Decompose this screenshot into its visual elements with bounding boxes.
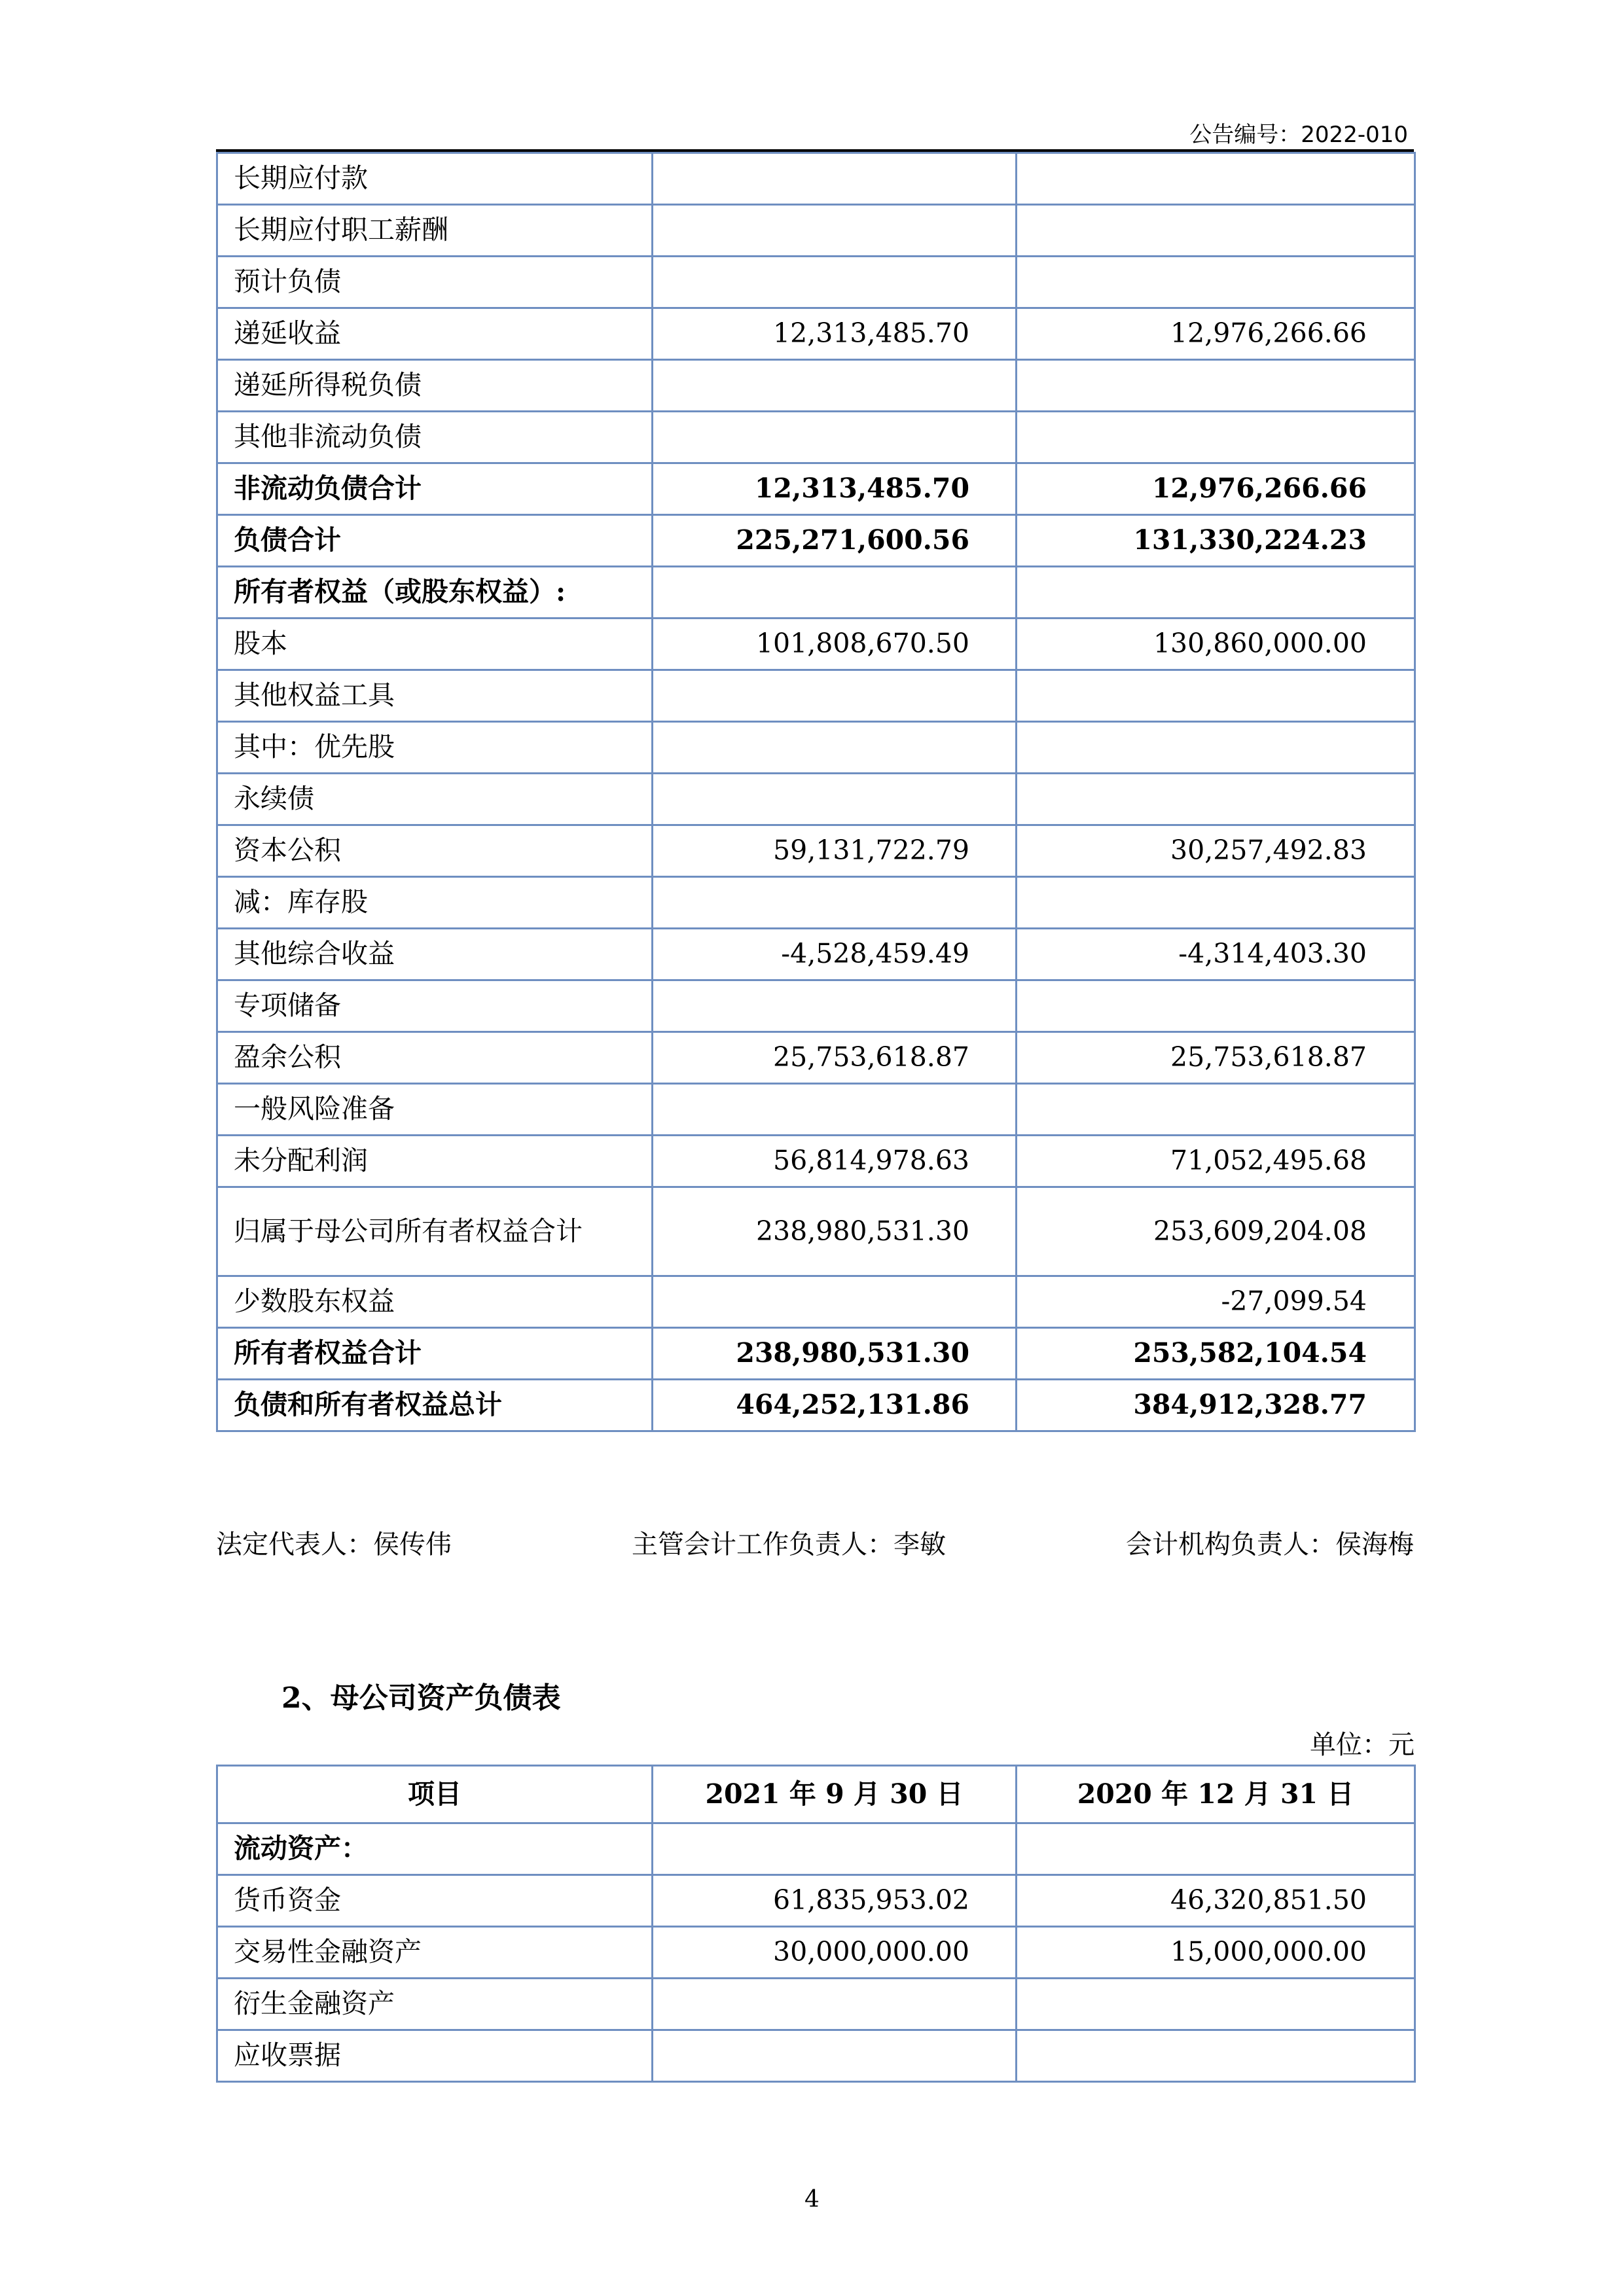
row-value-prior [1017, 722, 1415, 774]
row-value-prior: 130,860,000.00 [1017, 619, 1415, 670]
table-row [217, 1328, 1415, 1380]
row-label: 盈余公积 [217, 1032, 653, 1084]
row-value-current: 101,808,670.50 [653, 619, 1017, 670]
row-value-current [653, 2030, 1017, 2082]
table-row [217, 1823, 1415, 1875]
row-value-current [653, 722, 1017, 774]
unit-note: 单位：元 [1310, 1730, 1415, 1760]
row-label: 其他综合收益 [217, 929, 653, 980]
table-header-row [217, 1766, 1415, 1823]
row-label: 非流动负债合计 [217, 463, 653, 515]
row-label: 股本 [217, 619, 653, 670]
row-label: 递延所得税负债 [217, 360, 653, 412]
row-value-prior [1017, 2030, 1415, 2082]
table-row [217, 153, 1415, 205]
row-value-prior: 25,753,618.87 [1017, 1032, 1415, 1084]
row-value-prior: -27,099.54 [1017, 1276, 1415, 1328]
row-value-prior [1017, 1979, 1415, 2030]
table-row [217, 825, 1415, 877]
row-value-prior: 253,609,204.08 [1017, 1187, 1415, 1276]
row-value-current: 464,252,131.86 [653, 1380, 1017, 1431]
header-date-2: 2020 年 12 月 31 日 [1017, 1766, 1415, 1823]
table-row [217, 257, 1415, 308]
row-value-prior: 30,257,492.83 [1017, 825, 1415, 877]
row-value-current [653, 670, 1017, 722]
row-value-current [653, 1979, 1017, 2030]
parent-balance-sheet-table [216, 1765, 1416, 2083]
consolidated-balance-sheet-table [216, 152, 1416, 1432]
row-value-current [653, 205, 1017, 257]
row-value-prior: 71,052,495.68 [1017, 1136, 1415, 1187]
notice-number: 公告编号：2022-010 [1189, 122, 1408, 148]
row-value-prior [1017, 877, 1415, 929]
table-row [217, 1380, 1415, 1431]
table-row [217, 1136, 1415, 1187]
row-label: 永续债 [217, 774, 653, 825]
row-value-prior [1017, 670, 1415, 722]
row-value-prior: 15,000,000.00 [1017, 1927, 1415, 1979]
row-label: 负债和所有者权益总计 [217, 1380, 653, 1431]
row-value-current: 61,835,953.02 [653, 1875, 1017, 1927]
row-value-prior [1017, 1084, 1415, 1136]
table-row [217, 619, 1415, 670]
table-row [217, 412, 1415, 463]
table-row [217, 722, 1415, 774]
page-number: 4 [804, 2186, 820, 2213]
row-value-prior [1017, 980, 1415, 1032]
header-item: 项目 [217, 1766, 653, 1823]
table-row [217, 463, 1415, 515]
row-label: 其他非流动负债 [217, 412, 653, 463]
row-value-current [653, 1276, 1017, 1328]
row-label: 未分配利润 [217, 1136, 653, 1187]
row-value-current [653, 412, 1017, 463]
row-value-current: 12,313,485.70 [653, 463, 1017, 515]
row-label: 其他权益工具 [217, 670, 653, 722]
row-value-prior: 46,320,851.50 [1017, 1875, 1415, 1927]
row-value-current [653, 1084, 1017, 1136]
signatories [216, 1524, 1414, 1561]
row-value-current: 225,271,600.56 [653, 515, 1017, 567]
row-value-current [653, 360, 1017, 412]
row-value-prior [1017, 205, 1415, 257]
legal-representative: 法定代表人：侯传伟 [216, 1530, 452, 1560]
table-row [217, 1187, 1415, 1276]
table-row [217, 1927, 1415, 1979]
row-value-current: 30,000,000.00 [653, 1927, 1017, 1979]
row-value-current: 238,980,531.30 [653, 1187, 1017, 1276]
row-value-current [653, 257, 1017, 308]
table-row [217, 774, 1415, 825]
row-value-current: -4,528,459.49 [653, 929, 1017, 980]
row-label: 资本公积 [217, 825, 653, 877]
row-value-current: 59,131,722.79 [653, 825, 1017, 877]
row-value-prior: 131,330,224.23 [1017, 515, 1415, 567]
row-label: 专项储备 [217, 980, 653, 1032]
table-row [217, 670, 1415, 722]
row-label: 负债合计 [217, 515, 653, 567]
row-value-current [653, 980, 1017, 1032]
table-row [217, 515, 1415, 567]
row-value-current [653, 774, 1017, 825]
row-value-prior [1017, 774, 1415, 825]
row-label: 递延收益 [217, 308, 653, 360]
row-value-current [653, 1823, 1017, 1875]
row-value-current: 238,980,531.30 [653, 1328, 1017, 1380]
table-row [217, 205, 1415, 257]
row-value-prior [1017, 1823, 1415, 1875]
table-row [217, 1084, 1415, 1136]
row-value-prior: 384,912,328.77 [1017, 1380, 1415, 1431]
section-title: 2、母公司资产负债表 [281, 1681, 561, 1715]
row-label: 少数股东权益 [217, 1276, 653, 1328]
row-label: 预计负债 [217, 257, 653, 308]
row-value-current: 56,814,978.63 [653, 1136, 1017, 1187]
accounting-head: 主管会计工作负责人：李敏 [632, 1530, 946, 1560]
table-row [217, 308, 1415, 360]
row-value-prior: 12,976,266.66 [1017, 463, 1415, 515]
row-label: 长期应付款 [217, 153, 653, 205]
header-date-1: 2021 年 9 月 30 日 [653, 1766, 1017, 1823]
row-label: 货币资金 [217, 1875, 653, 1927]
table-row [217, 1032, 1415, 1084]
row-label: 流动资产： [217, 1823, 653, 1875]
table-row [217, 1979, 1415, 2030]
row-label: 其中：优先股 [217, 722, 653, 774]
row-label: 归属于母公司所有者权益合计 [217, 1187, 653, 1276]
row-label: 所有者权益（或股东权益）: [217, 567, 653, 619]
table-row [217, 980, 1415, 1032]
row-label: 应收票据 [217, 2030, 653, 2082]
row-value-prior [1017, 360, 1415, 412]
row-value-current [653, 153, 1017, 205]
row-value-prior: -4,314,403.30 [1017, 929, 1415, 980]
row-value-prior [1017, 153, 1415, 205]
row-label: 交易性金融资产 [217, 1927, 653, 1979]
accounting-org-head: 会计机构负责人：侯海梅 [1126, 1530, 1414, 1560]
row-label: 衍生金融资产 [217, 1979, 653, 2030]
row-label: 一般风险准备 [217, 1084, 653, 1136]
table-row [217, 1276, 1415, 1328]
row-label: 减：库存股 [217, 877, 653, 929]
table-row [217, 2030, 1415, 2082]
row-value-prior [1017, 412, 1415, 463]
table-row [217, 877, 1415, 929]
row-value-current [653, 567, 1017, 619]
table-row [217, 1875, 1415, 1927]
row-value-prior [1017, 567, 1415, 619]
row-value-prior: 253,582,104.54 [1017, 1328, 1415, 1380]
table-row [217, 929, 1415, 980]
row-label: 长期应付职工薪酬 [217, 205, 653, 257]
table-row [217, 360, 1415, 412]
row-value-current: 25,753,618.87 [653, 1032, 1017, 1084]
table-row [217, 567, 1415, 619]
row-value-prior [1017, 257, 1415, 308]
row-value-current [653, 877, 1017, 929]
row-label: 所有者权益合计 [217, 1328, 653, 1380]
row-value-prior: 12,976,266.66 [1017, 308, 1415, 360]
row-value-current: 12,313,485.70 [653, 308, 1017, 360]
